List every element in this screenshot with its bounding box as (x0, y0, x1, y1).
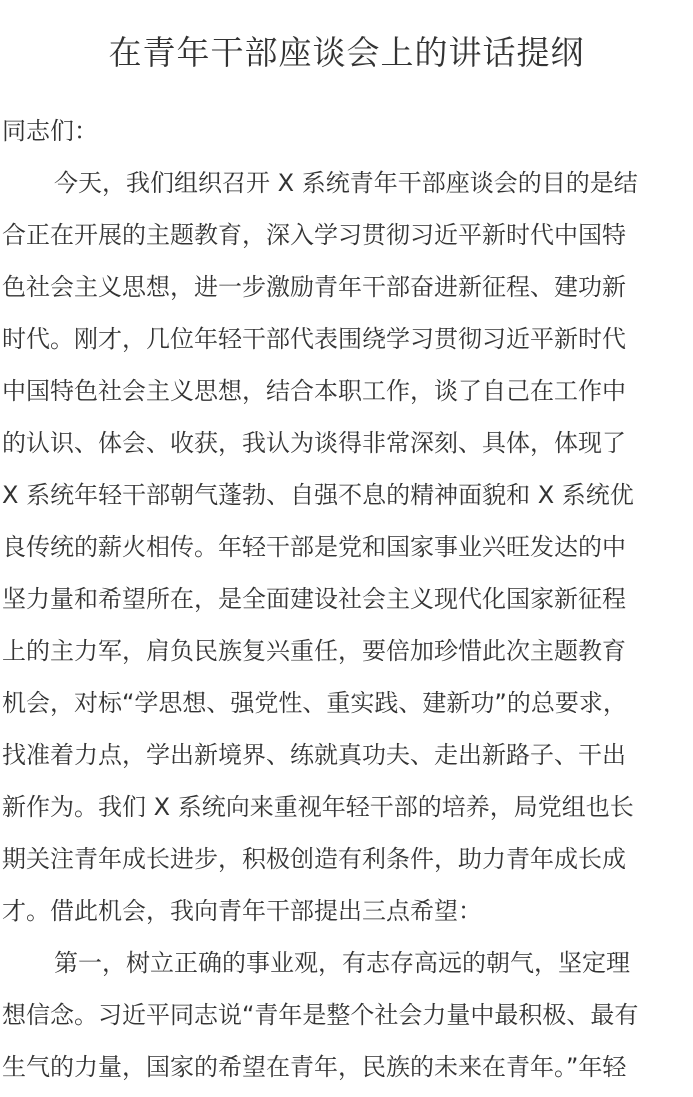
text-line: 时代。刚才，几位年轻干部代表围绕学习贯彻习近平新时代 (2, 325, 626, 353)
text-line: 才。借此机会，我向青年干部提出三点希望： (2, 897, 482, 925)
text-line: 今天，我们组织召开 X 系统青年干部座谈会的目的是结 (54, 169, 638, 197)
text-line: 中国特色社会主义思想，结合本职工作，谈了自己在工作中 (2, 377, 626, 405)
text-line: 生气的力量，国家的希望在青年，民族的未来在青年。”年轻 (2, 1053, 627, 1081)
text-line: 良传统的薪火相传。年轻干部是党和国家事业兴旺发达的中 (2, 533, 626, 561)
text-line: 第一，树立正确的事业观，有志存高远的朝气，坚定理 (54, 949, 630, 977)
text-line: 机会，对标“学思想、强党性、重实践、建新功”的总要求， (2, 689, 627, 717)
text-line: 色社会主义思想，进一步激励青年干部奋进新征程、建功新 (2, 273, 626, 301)
text-line: 上的主力军，肩负民族复兴重任，要倍加珍惜此次主题教育 (2, 637, 626, 665)
text-line: 坚力量和希望所在，是全面建设社会主义现代化国家新征程 (2, 585, 626, 613)
text-line: 期关注青年成长进步，积极创造有利条件，助力青年成长成 (2, 845, 626, 873)
text-line: 新作为。我们 X 系统向来重视年轻干部的培养，局党组也长 (2, 793, 634, 821)
paragraph-first-hope (0, 937, 690, 1093)
text-line: 合正在开展的主题教育，深入学习贯彻习近平新时代中国特 (2, 221, 626, 249)
text-line: 想信念。习近平同志说“青年是整个社会力量中最积极、最有 (2, 1001, 639, 1029)
text-line: 找准着力点，学出新境界、练就真功夫、走出新路子、干出 (2, 741, 626, 769)
document-title: 在青年干部座谈会上的讲话提纲 (108, 33, 585, 72)
paragraph-intro (0, 157, 690, 937)
text-line: 的认识、体会、收获，我认为谈得非常深刻、具体，体现了 (2, 429, 626, 457)
salutation: 同志们： (2, 117, 98, 145)
text-line: X 系统年轻干部朝气蓬勃、自强不息的精神面貌和 X 系统优 (2, 481, 634, 509)
